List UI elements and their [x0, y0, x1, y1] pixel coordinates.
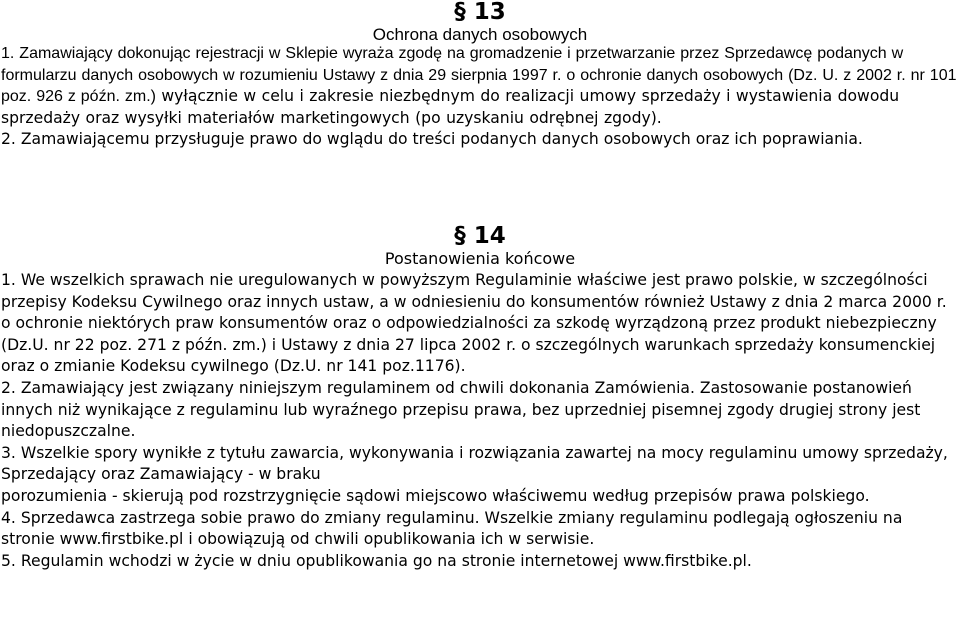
section-13-body [0, 43, 960, 151]
section-14-paragraph-2: 2. Zamawiający jest związany niniejszym regulaminem od chwili dokonania Zamówienia. Zastosowanie postanowień innych niż wynikające z regulaminu lub wyraźnego przepisu prawa, bez uprzedniej pisemnej zgody drugiej strony jest niedopuszczalne. [1, 378, 921, 441]
section-13-paragraph-2: 2. Zamawiającemu przysługuje prawo do wglądu do treści podanych danych osobowych oraz ich poprawiania. [1, 130, 863, 149]
section-14-title: Postanowienia końcowe [384, 249, 576, 268]
section-14-paragraph-3-part-b: porozumienia - skierują pod rozstrzygnięcie sądowi miejscowo właściwemu według przepisów prawa polskiego. [1, 486, 870, 505]
section-13-heading: § 13 [454, 0, 506, 25]
section-14-body [0, 270, 960, 572]
section-13-paragraph-1-part-b: wyłącznie w celu i zakresie niezbędnym do realizacji umowy sprzedaży i wystawienia dowodu sprzedaży oraz wysyłki materiałów marketingowych (po uzyskaniu odrębnej zgody). [1, 87, 900, 127]
section-14-paragraph-3-part-a: 3. Wszelkie spory wynikłe z tytułu zawarcia, wykonywania i rozwiązania zawartej na mocy regulaminu umowy sprzedaży, Sprzedający oraz Zamawiający - w braku [1, 443, 948, 484]
section-14-heading: § 14 [454, 223, 506, 249]
section-13-paragraph-1-part-a: 1. Zamawiający dokonując rejestracji w Sklepie wyraża zgodę na gromadzenie i przetwarzanie przez Sprzedawcę podanych w formularzu danych osobowych w rozumieniu Ustawy z dnia 29 sierpnia 1997 r. o ochronie danych osobowych (Dz. U. z 2002 r. nr 101 poz. 926 z późn. zm.) [1, 45, 957, 106]
section-13-paragraph-1 [0, 43, 959, 129]
section-13-title: Ochrona danych osobowych [372, 25, 588, 44]
section-14-paragraph-5: 5. Regulamin wchodzi w życie w dniu opublikowania go na stronie internetowej www.firstbike.pl. [1, 551, 752, 570]
section-14-paragraph-4: 4. Sprzedawca zastrzega sobie prawo do zmiany regulaminu. Wszelkie zmiany regulaminu podlegają ogłoszeniu na stronie www.firstbike.pl i obowiązują od chwili opublikowania ich w serwisie. [1, 508, 903, 549]
section-14-paragraph-1: 1. We wszelkich sprawach nie uregulowanych w powyższym Regulaminie właściwe jest prawo polskie, w szczególności przepisy Kodeksu Cywilnego oraz innych ustaw, a w odniesieniu do konsumentów również Ustawy z dnia 2 marca 2000 r. o ochronie niektórych praw konsumentów oraz o odpowiedzialności za szkodę wyrządzoną przez produkt niebezpieczny (Dz.U. nr 22 poz. 271 z późn. zm.) i Ustawy z dnia 27 lipca 2002 r. o szczególnych warunkach sprzedaży konsumenckiej oraz o zmianie Kodeksu cywilnego (Dz.U. nr 141 poz.1176). [1, 271, 947, 376]
